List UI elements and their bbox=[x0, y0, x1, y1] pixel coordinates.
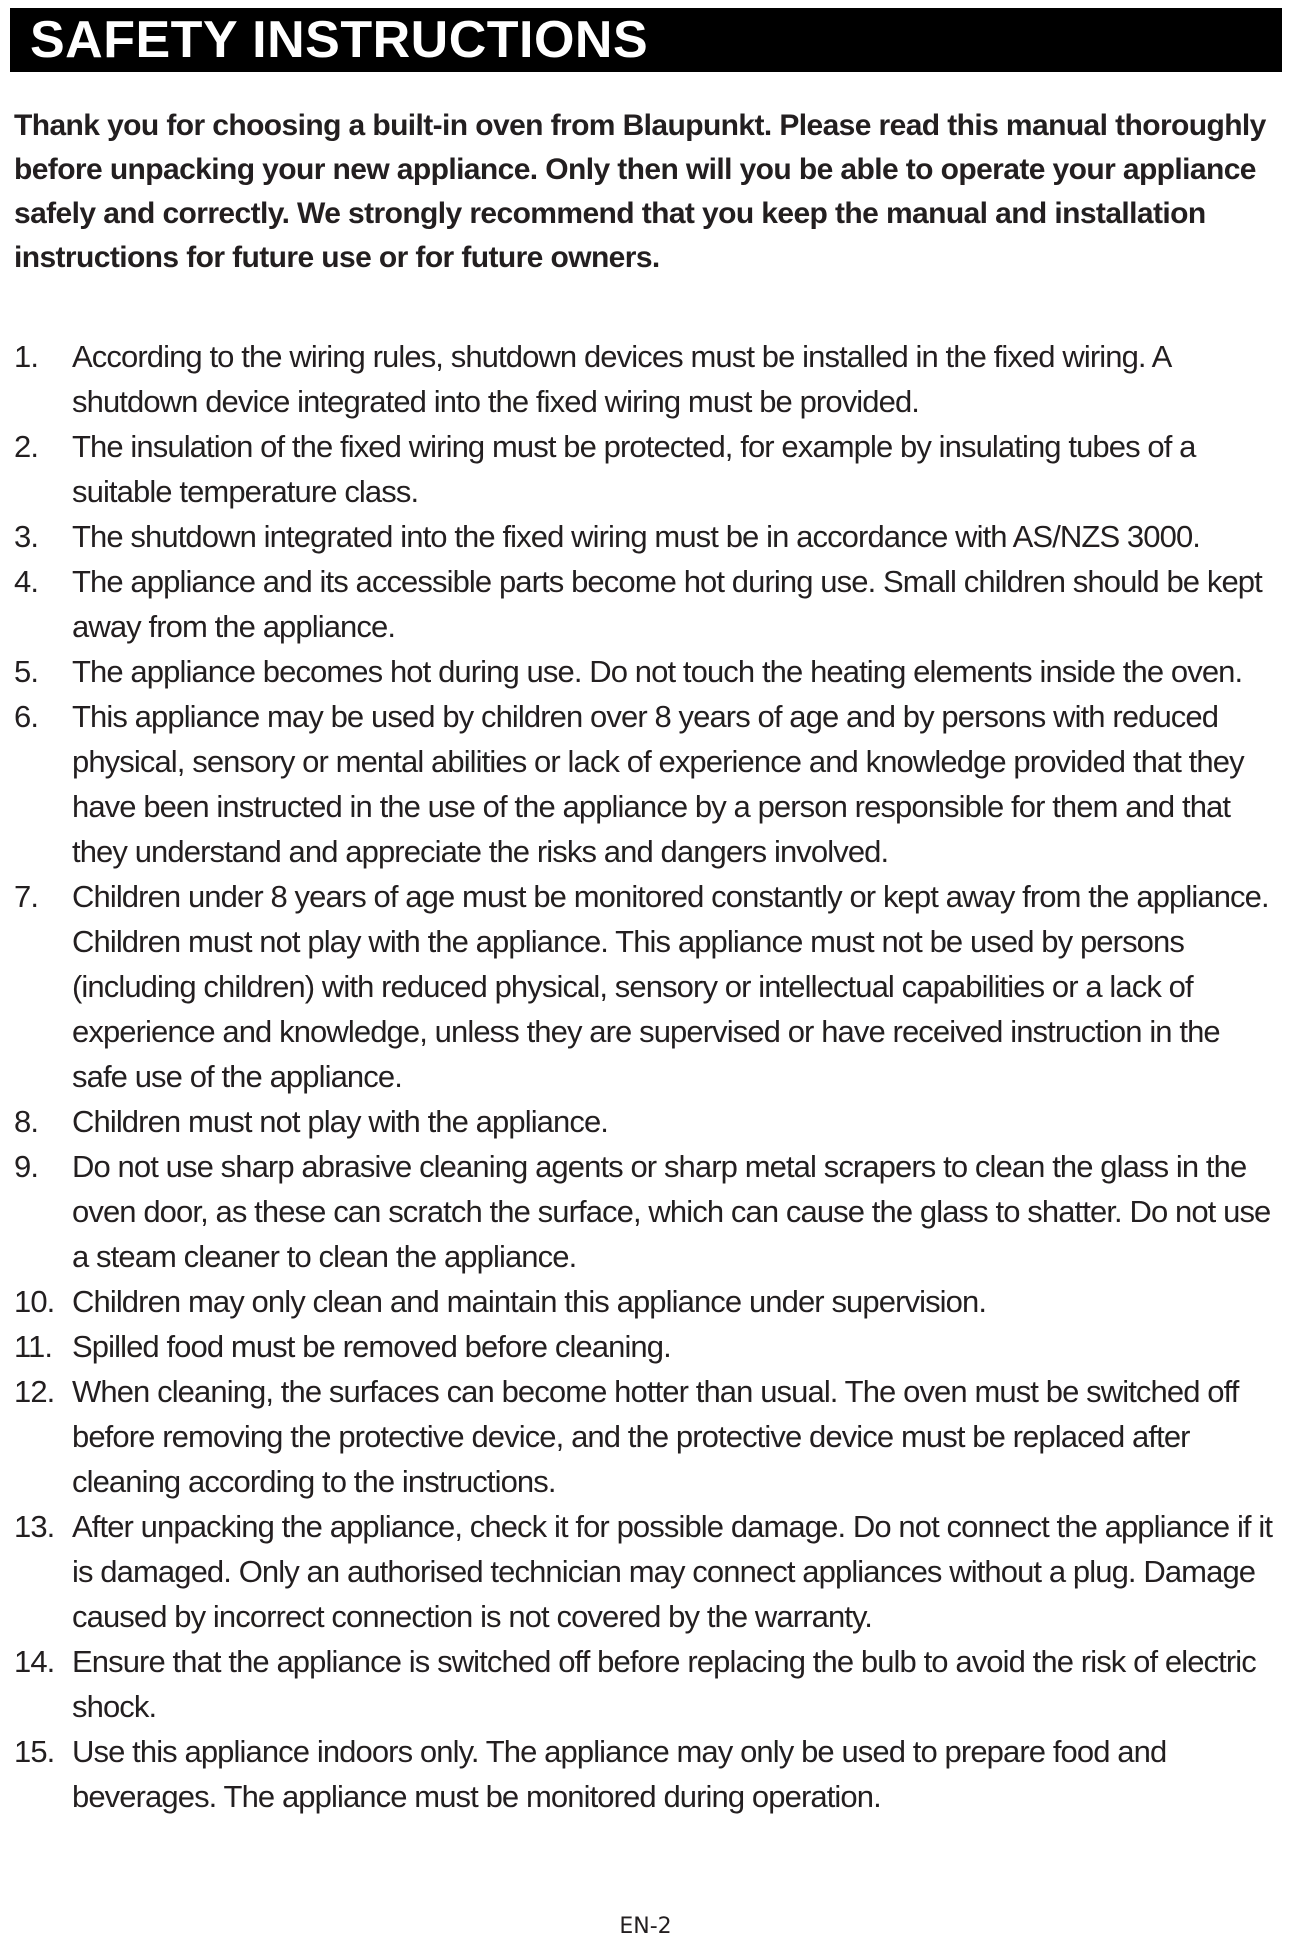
item-text: Spilled food must be removed before cleaning. bbox=[72, 1329, 671, 1364]
list-item bbox=[14, 1729, 1279, 1819]
list-item bbox=[14, 1639, 1279, 1729]
list-item bbox=[14, 424, 1279, 514]
item-text: When cleaning, the surfaces can become hotter than usual. The oven must be switched off before removing the protective device, and the protective device must be replaced after cleaning according to the instructions. bbox=[72, 1374, 1239, 1499]
list-item bbox=[14, 1324, 1279, 1369]
page-number: EN-2 bbox=[619, 1914, 672, 1939]
item-number: 1. bbox=[14, 339, 39, 374]
item-number: 10. bbox=[14, 1284, 55, 1319]
list-item bbox=[14, 514, 1279, 559]
item-number: 2. bbox=[14, 429, 39, 464]
item-text: Children under 8 years of age must be monitored constantly or kept away from the appliance. Children must not play with the appliance. This appliance must not be used by persons (including children) with reduced physical, sensory or intellectual capabilities or a lack of experience and knowledge, unless they are supervised or have received instruction in the safe use of the appliance. bbox=[72, 879, 1269, 1094]
item-text: This appliance may be used by children over 8 years of age and by persons with reduced physical, sensory or mental abilities or lack of experience and knowledge provided that they have been instructed in the use of the appliance by a person responsible for them and that they understand and appreciate the risks and dangers involved. bbox=[72, 699, 1244, 869]
item-number: 5. bbox=[14, 654, 39, 689]
item-text: According to the wiring rules, shutdown devices must be installed in the fixed wiring. A shutdown device integrated into the fixed wiring must be provided. bbox=[72, 339, 1170, 419]
safety-instructions-list bbox=[14, 334, 1279, 1819]
item-number: 8. bbox=[14, 1104, 39, 1139]
item-number: 11. bbox=[14, 1329, 53, 1364]
page-title: SAFETY INSTRUCTIONS bbox=[30, 11, 649, 69]
list-item bbox=[14, 649, 1279, 694]
item-number: 15. bbox=[14, 1734, 55, 1769]
item-number: 14. bbox=[14, 1644, 55, 1679]
title-bar bbox=[10, 8, 1282, 72]
item-text: After unpacking the appliance, check it for possible damage. Do not connect the appliance if it is damaged. Only an authorised technician may connect appliances without a plug. Damage caused by incorrect connection is not covered by the warranty. bbox=[72, 1509, 1273, 1634]
item-number: 9. bbox=[14, 1149, 39, 1184]
list-item bbox=[14, 1279, 1279, 1324]
item-text: The shutdown integrated into the fixed wiring must be in accordance with AS/NZS 3000. bbox=[72, 519, 1201, 554]
item-number: 7. bbox=[14, 879, 39, 914]
item-text: The insulation of the fixed wiring must be protected, for example by insulating tubes of a suitable temperature class. bbox=[72, 429, 1196, 509]
item-text: Children may only clean and maintain this appliance under supervision. bbox=[72, 1284, 987, 1319]
list-item bbox=[14, 1099, 1279, 1144]
item-number: 12. bbox=[14, 1374, 55, 1409]
item-number: 13. bbox=[14, 1509, 55, 1544]
list-item bbox=[14, 694, 1279, 874]
item-text: The appliance becomes hot during use. Do not touch the heating elements inside the oven. bbox=[72, 654, 1243, 689]
list-item bbox=[14, 874, 1279, 1099]
item-number: 4. bbox=[14, 564, 39, 599]
list-item bbox=[14, 1144, 1279, 1279]
list-item bbox=[14, 334, 1279, 424]
item-text: Ensure that the appliance is switched off before replacing the bulb to avoid the risk of electric shock. bbox=[72, 1644, 1256, 1724]
list-item bbox=[14, 1369, 1279, 1504]
intro-paragraph: Thank you for choosing a built-in oven from Blaupunkt. Please read this manual thoroughly before unpacking your new appliance. Only then will you be able to operate your appliance safely and correctly. We strongly recommend that you keep the manual and installation instructions for future use or for future owners. bbox=[14, 109, 1266, 274]
item-text: Use this appliance indoors only. The appliance may only be used to prepare food and beverages. The appliance must be monitored during operation. bbox=[72, 1734, 1167, 1814]
list-item bbox=[14, 559, 1279, 649]
item-number: 6. bbox=[14, 699, 39, 734]
item-text: Children must not play with the appliance. bbox=[72, 1104, 609, 1139]
list-item bbox=[14, 1504, 1279, 1639]
item-text: The appliance and its accessible parts become hot during use. Small children should be kept away from the appliance. bbox=[72, 564, 1262, 644]
item-number: 3. bbox=[14, 519, 39, 554]
item-text: Do not use sharp abrasive cleaning agents or sharp metal scrapers to clean the glass in the oven door, as these can scratch the surface, which can cause the glass to shatter. Do not use a steam cleaner to clean the appliance. bbox=[72, 1149, 1271, 1274]
